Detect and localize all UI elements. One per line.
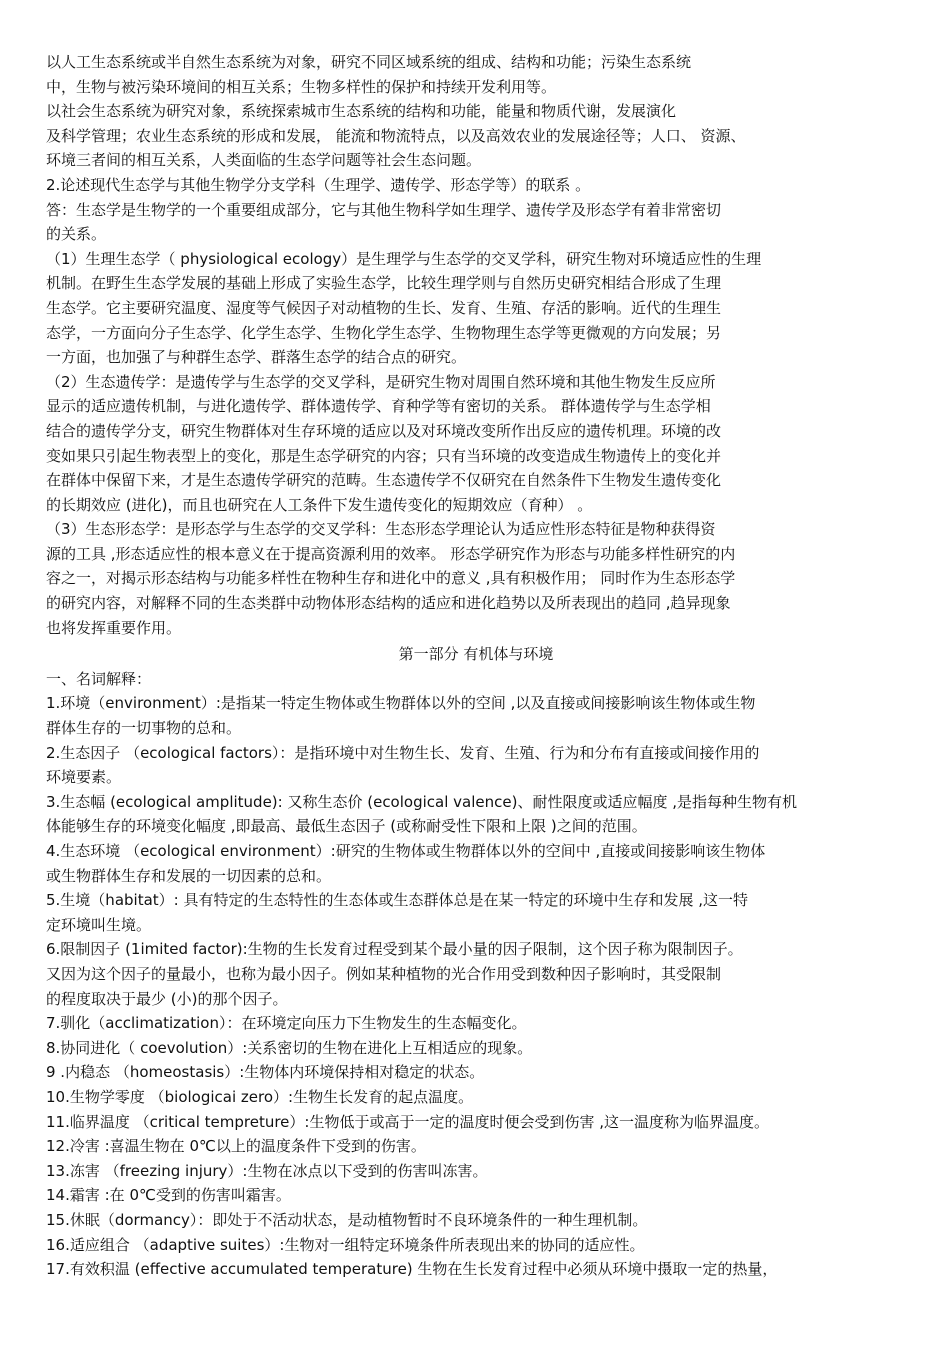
text-line: 态学，一方面向分子生态学、化学生态学、生物化学生态学、生物物理生态学等更微观的方向发展；另 [46,323,722,342]
text-line: 群体生存的一切事物的总和。 [46,719,242,738]
text-line: 变如果只引起生物表型上的变化，那是生态学研究的内容；只有当环境的改变造成生物遗传上的变化并 [46,446,722,465]
text-line: 13.冻害 （freezing injury）:生物在冰点以下受到的伤害叫冻害。 [46,1161,488,1180]
text-line: 15.休眠（dormancy）：即处于不活动状态，是动植物暂时不良环境条件的一种生理机制。 [46,1210,648,1229]
text-line: 答：生态学是生物学的一个重要组成部分，它与其他生物科学如生理学、遗传学及形态学有着非常密切 [46,200,722,219]
text-line: 9 .内稳态 （homeostasis）:生物体内环境保持相对稳定的状态。 [46,1063,485,1082]
text-line: 源的工具 ,形态适应性的根本意义在于提高资源利用的效率。 形态学研究作为形态与功能多样性研究的内 [46,544,736,563]
text-line: 6.限制因子 (1imited factor):生物的生长发育过程受到某个最小量的因子限制，这个因子称为限制因子。 [46,940,743,959]
text-line: 机制。在野生生态学发展的基础上形成了实验生态学，比较生理学则与自然历史研究相结合形成了生理 [46,274,722,293]
text-line: 3.生态幅 (ecological amplitude): 又称生态价 (ecological valence)、耐性限度或适应幅度 ,是指每种生物有机 [46,792,797,811]
text-line: 定环境叫生境。 [46,915,152,934]
text-line: 7.驯化（acclimatization）：在环境定向压力下生物发生的生态幅变化。 [46,1014,527,1033]
text-line: 16.适应组合 （adaptive suites）:生物对一组特定环境条件所表现出来的协同的适应性。 [46,1235,645,1254]
text-line: 及科学管理；农业生态系统的形成和发展， 能流和物流特点，以及高效农业的发展途径等；人口、 资源、 [46,126,746,145]
text-line: 显示的适应遗传机制，与进化遗传学、群体遗传学、育种学等有密切的关系。 群体遗传学与生态学相 [46,397,711,416]
text-line: 2.论述现代生态学与其他生物学分支学科（生理学、遗传学、形态学等）的联系 。 [46,175,591,194]
text-line: 一、名词解释： [46,669,152,688]
text-line: 8.协同进化（ coevolution）:关系密切的生物在进化上互相适应的现象。 [46,1038,533,1057]
text-line: 在群体中保留下来，才是生态遗传学研究的范畴。生态遗传学不仅研究在自然条件下生物发生遗传变化 [46,471,722,490]
text-line: 的程度取决于最少 (小)的那个因子。 [46,989,288,1008]
text-line: 生态学。它主要研究温度、湿度等气候因子对动植物的生长、发育、生殖、存活的影响。近代的生理生 [46,298,722,317]
text-line: 4.生态环境 （ecological environment）:研究的生物体或生物群体以外的空间中 ,直接或间接影响该生物体 [46,842,766,860]
text-line: 12.冷害 :喜温生物在 0℃以上的温度条件下受到的伤害。 [46,1137,426,1156]
text-line: 容之一，对揭示形态结构与功能多样性在物种生存和进化中的意义 ,具有积极作用； 同时作为生态形态学 [46,569,736,588]
text-line: 的关系。 [46,225,107,244]
text-line: （3）生态形态学：是形态学与生态学的交叉学科：生态形态学理论认为适应性形态特征是物种获得资 [46,520,716,539]
text-line: （1）生理生态学（ physiological ecology）是生理学与生态学的交叉学科，研究生物对环境适应性的生理 [46,249,762,268]
text-line: 14.霜害 :在 0℃受到的伤害叫霜害。 [46,1186,291,1205]
section-heading: 第一部分 有机体与环境 [398,645,554,664]
text-line: 1.环境（environment）:是指某一特定生物体或生物群体以外的空间 ,以及直接或间接影响该生物体或生物 [46,694,756,713]
text-line: 5.生境（habitat）: 具有特定的生态特性的生态体或生态群体总是在某一特定的环境中生存和发展 ,这一特 [46,891,749,910]
text-line: 的长期效应 (进化)，而且也研究在人工条件下发生遗传变化的短期效应（育种） 。 [46,495,593,514]
document-body [46,50,906,1282]
text-line: 又因为这个因子的量最小，也称为最小因子。例如某种植物的光合作用受到数种因子影响时，其受限制 [46,964,722,983]
text-line: 以社会生态系统为研究对象，系统探索城市生态系统的结构和功能，能量和物质代谢，发展演化 [46,102,677,121]
text-line: 环境三者间的相互关系，人类面临的生态学问题等社会生态问题。 [46,151,482,170]
text-line: 一方面，也加强了与种群生态学、群落生态学的结合点的研究。 [46,348,467,367]
text-line: 以人工生态系统或半自然生态系统为对象，研究不同区域系统的组成、结构和功能；污染生态系统 [46,53,692,71]
text-line: 或生物群体生存和发展的一切因素的总和。 [46,866,332,885]
text-line: 环境要素。 [46,768,122,787]
text-line: 10.生物学零度 （biologicai zero）:生物生长发育的起点温度。 [46,1087,474,1106]
text-line: 体能够生存的环境变化幅度 ,即最高、最低生态因子 (或称耐受性下限和上限 )之间的范围。 [46,817,647,836]
text-line: 结合的遗传学分支，研究生物群体对生存环境的适应以及对环境改变所作出反应的遗传机理。环境的改 [46,421,722,440]
text-line: （2）生态遗传学：是遗传学与生态学的交叉学科，是研究生物对周围自然环境和其他生物发生反应所 [46,372,716,391]
text-line: 中，生物与被污染环境间的相互关系；生物多样性的保护和持续开发利用等。 [46,77,557,96]
text-line: 也将发挥重要作用。 [46,618,182,637]
text-line: 2.生态因子 （ecological factors）：是指环境中对生物生长、发育、生殖、行为和分布有直接或间接作用的 [46,743,760,762]
text-line: 11.临界温度 （critical tempreture）:生物低于或高于一定的温度时便会受到伤害 ,这一温度称为临界温度。 [46,1112,769,1131]
text-line: 17.有效积温 (effective accumulated temperature) 生物在生长发育过程中必须从环境中摄取一定的热量， [46,1260,778,1279]
text-line: 的研究内容，对解释不同的生态类群中动物体形态结构的适应和进化趋势以及所表现出的趋同 ,趋异现象 [46,594,731,613]
